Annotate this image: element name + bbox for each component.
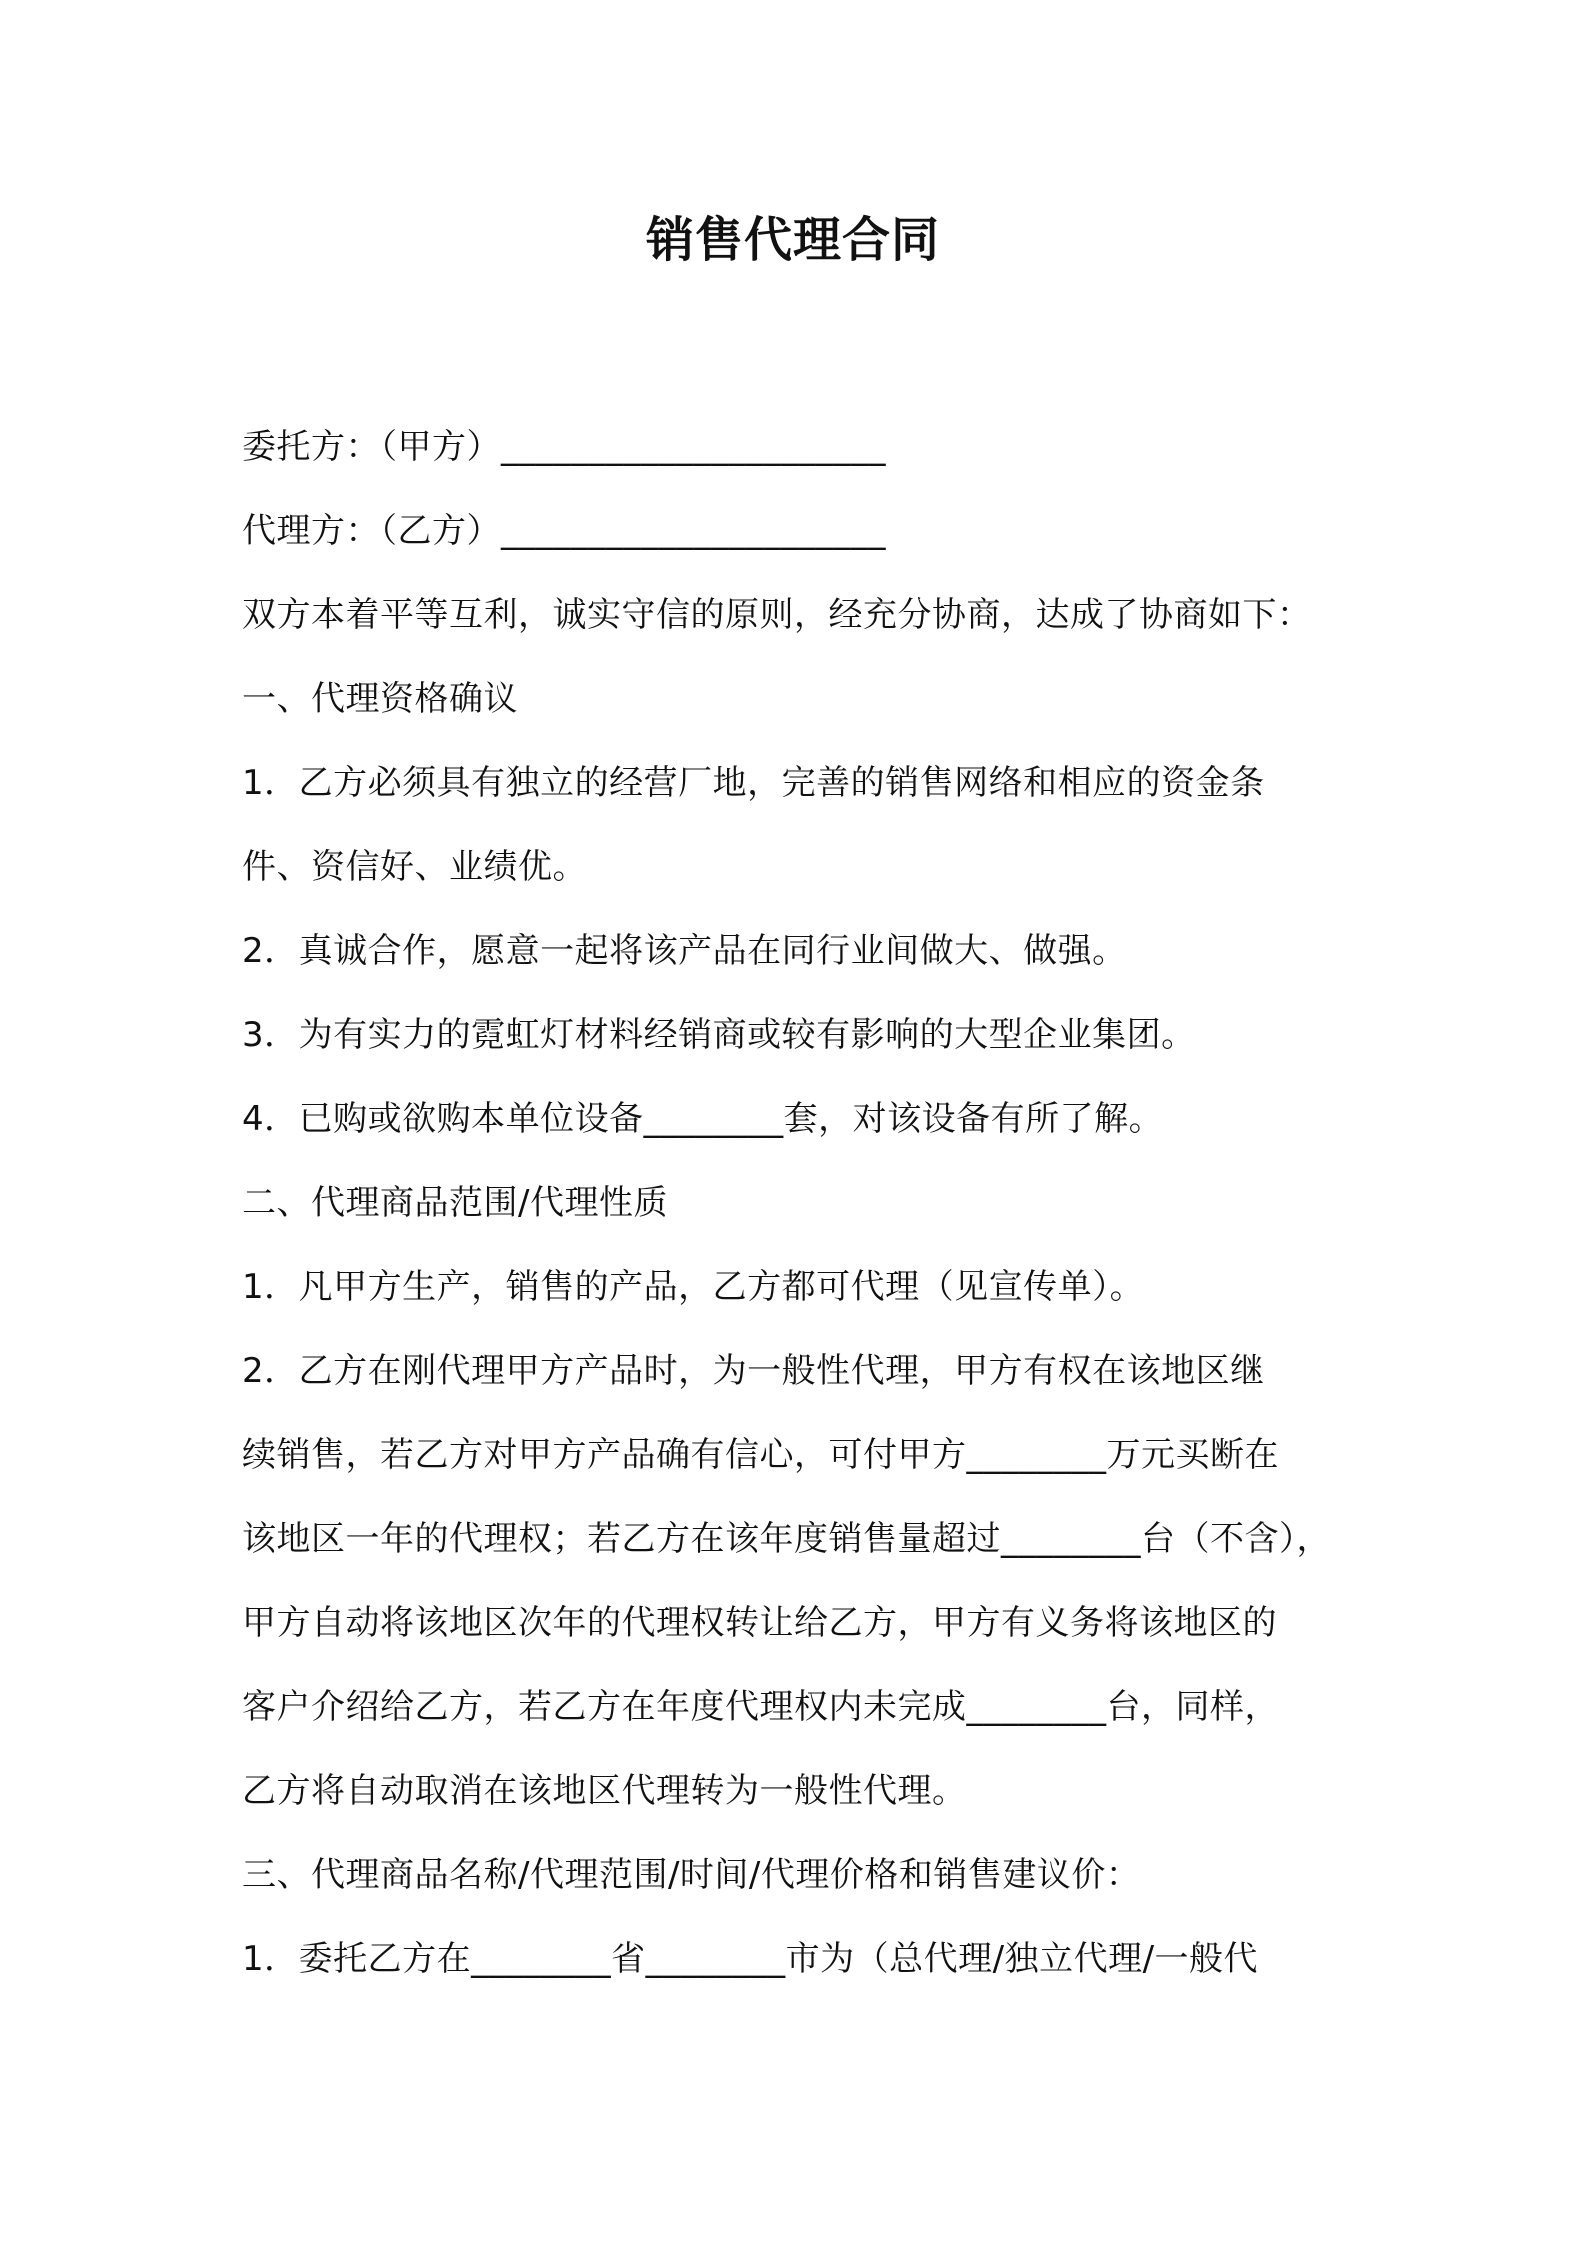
clause-1-1-line-2: 件、资信好、业绩优。 bbox=[242, 847, 587, 887]
clause-1-3: 3．为有实力的霓虹灯材料经销商或较有影响的大型企业集团。 bbox=[242, 1015, 1196, 1055]
clause-3-1-line-1: 1．委托乙方在________省________市为（总代理/独立代理/一般代 bbox=[242, 1939, 1259, 1979]
clause-2-1: 1．凡甲方生产，销售的产品，乙方都可代理（见宣传单）。 bbox=[242, 1267, 1145, 1307]
clause-2-2-line-5: 客户介绍给乙方，若乙方在年度代理权内未完成________台，同样， bbox=[242, 1687, 1279, 1727]
section-heading-3: 三、代理商品名称/代理范围/时间/代理价格和销售建议价： bbox=[242, 1855, 1141, 1895]
clause-1-1-line-1: 1．乙方必须具有独立的经营厂地，完善的销售网络和相应的资金条 bbox=[242, 763, 1265, 803]
preamble-paragraph: 双方本着平等互利，诚实守信的原则，经充分协商，达成了协商如下： bbox=[242, 595, 1312, 635]
clause-2-2-line-3: 该地区一年的代理权；若乙方在该年度销售量超过________台（不含）， bbox=[242, 1519, 1331, 1559]
section-heading-2: 二、代理商品范围/代理性质 bbox=[242, 1183, 668, 1223]
clause-2-2-line-1: 2．乙方在刚代理甲方产品时，为一般性代理，甲方有权在该地区继 bbox=[242, 1351, 1265, 1391]
client-party-line: 委托方：（甲方）______________________ bbox=[242, 427, 886, 467]
clause-1-2: 2．真诚合作，愿意一起将该产品在同行业间做大、做强。 bbox=[242, 931, 1127, 971]
clause-2-2-line-6: 乙方将自动取消在该地区代理转为一般性代理。 bbox=[242, 1771, 967, 1811]
section-heading-1: 一、代理资格确议 bbox=[242, 679, 518, 719]
clause-2-2-line-4: 甲方自动将该地区次年的代理权转让给乙方，甲方有义务将该地区的 bbox=[242, 1603, 1277, 1643]
agent-party-line: 代理方：（乙方）______________________ bbox=[242, 511, 886, 551]
document-body bbox=[242, 405, 1372, 2001]
clause-2-2-line-2: 续销售，若乙方对甲方产品确有信心，可付甲方________万元买断在 bbox=[242, 1435, 1279, 1475]
clause-1-4: 4．已购或欲购本单位设备________套，对该设备有所了解。 bbox=[242, 1099, 1164, 1139]
document-title: 销售代理合同 bbox=[645, 212, 940, 268]
